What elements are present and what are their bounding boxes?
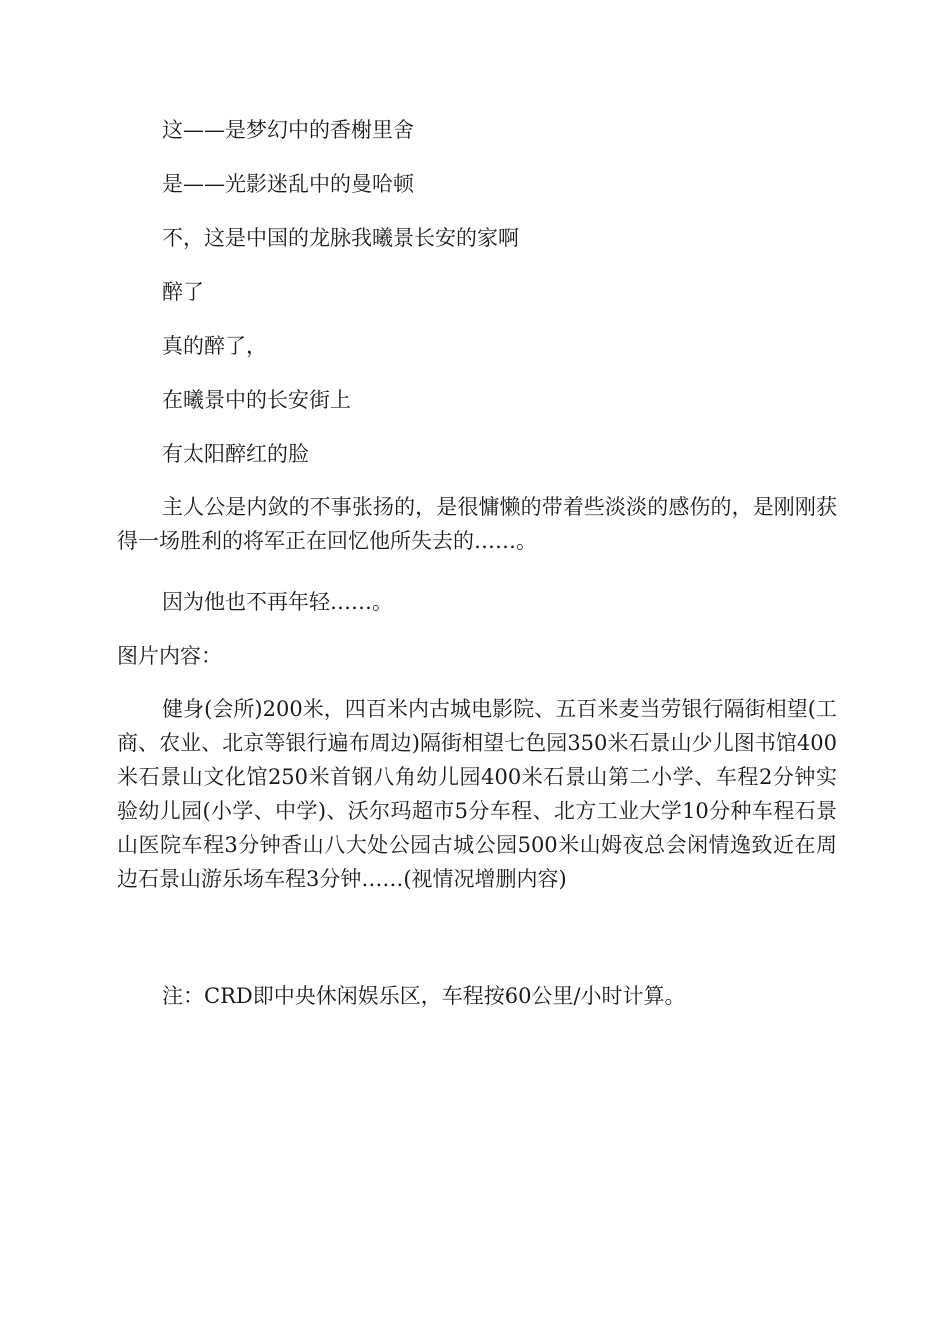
poem-line: 真的醉了， (162, 334, 267, 358)
image-content-paragraph: 健身(会所)200米，四百米内古城电影院、五百米麦当劳银行隔街相望(工商、农业、北京等银行遍布周边)隔街相望七色园350米石景山少儿图书馆400米石景山文化馆250米首钢八角幼儿园400米石景山第二小学、车程2分钟实验幼儿园(小学、中学)、沃尔玛超市5分车程、北方工业大学10分种车程石景山医院车程3分钟香山八大处公园古城公园500米山姆夜总会闲情逸致近在周边石景山游乐场车程3分钟……(视情况增删内容) (117, 697, 837, 891)
poem-line: 醉了 (162, 280, 204, 304)
poem-line: 有太阳醉红的脸 (162, 442, 309, 466)
image-section-heading: 图片内容： (117, 644, 222, 668)
note-line: 注：CRD即中央休闲娱乐区，车程按60公里/小时计算。 (162, 984, 686, 1008)
poem-line: 是——光影迷乱中的曼哈顿 (162, 172, 414, 196)
poem-line: 在曦景中的长安街上 (162, 388, 351, 412)
closing-line: 因为他也不再年轻……。 (162, 590, 393, 614)
poem-line: 不，这是中国的龙脉我曦景长安的家啊 (162, 226, 519, 250)
description-paragraph: 主人公是内敛的不事张扬的，是很慵懒的带着些淡淡的感伤的，是刚刚获得一场胜利的将军正在回忆他所失去的……。 (117, 495, 837, 553)
poem-line: 这——是梦幻中的香榭里舍 (162, 118, 414, 142)
